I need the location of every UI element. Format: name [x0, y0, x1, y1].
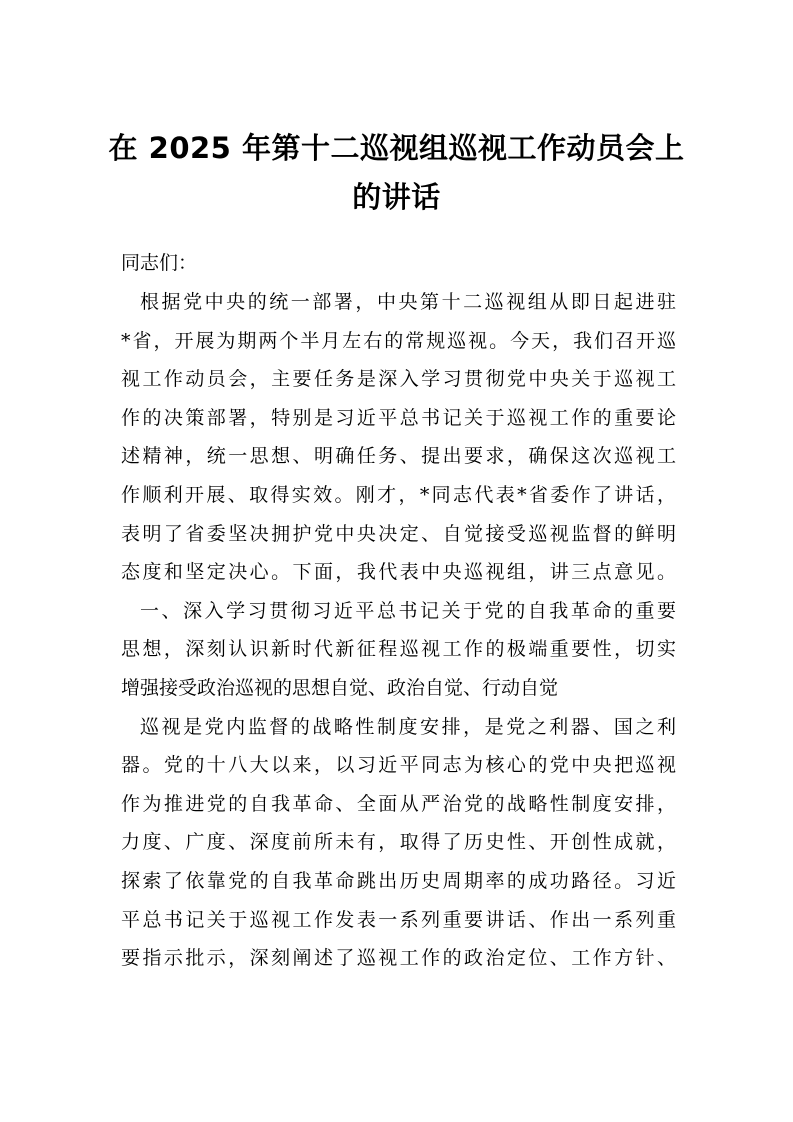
paragraph-2-line: 要指示批示，深刻阐述了巡视工作的政治定位、工作方针、 [121, 947, 676, 970]
document-title [90, 124, 703, 222]
paragraph-2-line: 力度、广度、深度前所未有，取得了历史性、开创性成就， [121, 831, 676, 854]
section-heading-line: 思想，深刻认识新时代新征程巡视工作的极端重要性，切实 [121, 638, 676, 661]
paragraph-2-line: 平总书记关于巡视工作发表一系列重要讲话、作出一系列重 [121, 908, 676, 931]
title-line-2: 的讲话 [352, 180, 441, 214]
title-line-1: 在 2025 年第十二巡视组巡视工作动员会上 [108, 131, 685, 165]
paragraph-1-line: 根据党中央的统一部署，中央第十二巡视组从即日起进驻 [140, 291, 676, 313]
paragraph-2-line: 作为推进党的自我革命、全面从严治党的战略性制度安排， [121, 792, 676, 815]
paragraph-2-line: 探索了依靠党的自我革命跳出历史周期率的成功路径。习近 [121, 869, 676, 892]
paragraph-1-line: 表明了省委坚决拥护党中央决定、自觉接受巡视监督的鲜明 [121, 522, 676, 545]
paragraph-2-line: 器。党的十八大以来，以习近平同志为核心的党中央把巡视 [121, 754, 676, 777]
paragraph-1-line: *省，开展为期两个半月左右的常规巡视。今天，我们召开巡 [121, 329, 676, 352]
paragraph-1-line: 作顺利开展、取得实效。刚才，*同志代表*省委作了讲话， [121, 483, 676, 506]
section-heading-line: 增强接受政治巡视的思想自觉、政治自觉、行动自觉 [121, 676, 559, 699]
salutation: 同志们： [121, 252, 198, 274]
document-body [121, 245, 676, 978]
paragraph-1-line: 视工作动员会，主要任务是深入学习贯彻党中央关于巡视工 [121, 368, 676, 391]
section-heading-line: 一、深入学习贯彻习近平总书记关于党的自我革命的重要 [140, 599, 676, 622]
paragraph-1-line: 作的决策部署，特别是习近平总书记关于巡视工作的重要论 [121, 406, 676, 429]
paragraph-1-line: 态度和坚定决心。下面，我代表中央巡视组，讲三点意见。 [121, 561, 676, 584]
paragraph-2-line: 巡视是党内监督的战略性制度安排，是党之利器、国之利 [140, 715, 676, 738]
paragraph-1-line: 述精神，统一思想、明确任务、提出要求，确保这次巡视工 [121, 445, 676, 468]
